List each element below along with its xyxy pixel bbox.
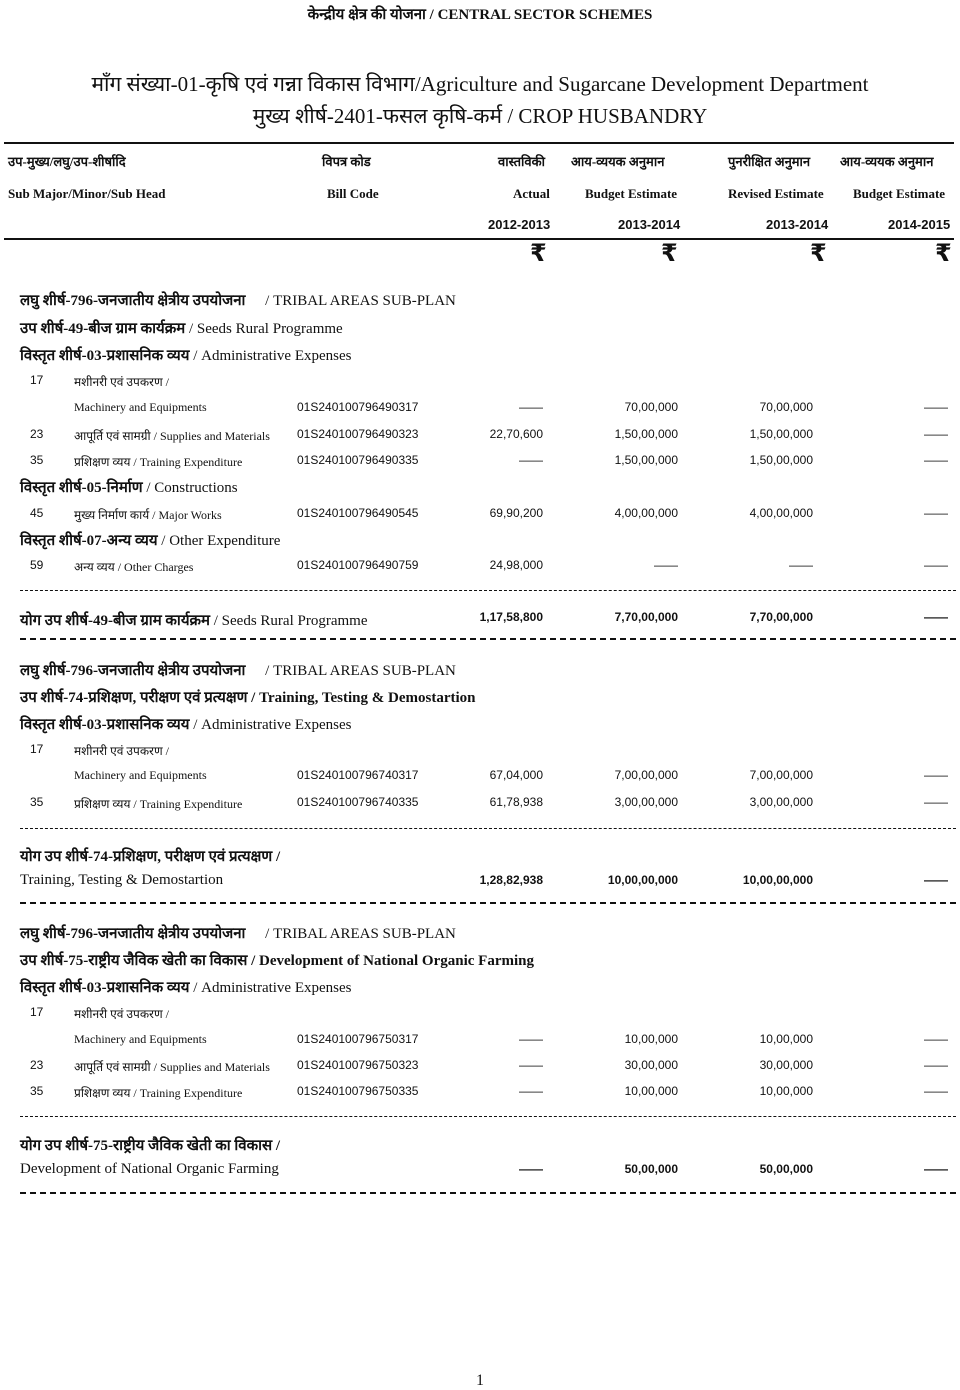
divider-dashed [20, 828, 956, 829]
s1-minor-head [20, 290, 456, 310]
s3-r35-desc: प्रशिक्षण व्यय / Training Expenditure [74, 1086, 243, 1100]
s3-r35-no: 35 [30, 1084, 44, 1098]
s1-detailed-head-05 [20, 477, 238, 497]
col-be2-en: Budget Estimate [853, 186, 946, 201]
s1-r35-code: 01S240100796490335 [297, 453, 419, 467]
s1-r45-re: 4,00,00,000 [749, 506, 813, 520]
s1-r59-be: —— [654, 558, 678, 572]
s3-r17-desc-en: Machinery and Equipments [74, 1032, 207, 1046]
s2-r35-no: 35 [30, 795, 44, 809]
s1-r17-desc-hi: मशीनरी एवं उपकरण / [74, 375, 169, 389]
s1-r35-no: 35 [30, 453, 44, 467]
s3-r35-be2: —— [924, 1084, 948, 1098]
s1-det2-hi: विस्तृत शीर्ष-05-निर्माण [20, 480, 143, 496]
s2-minor-en: / TRIBAL AREAS SUB-PLAN [265, 663, 456, 679]
s1-total-be2: —— [924, 610, 948, 624]
s1-r35-desc: प्रशिक्षण व्यय / Training Expenditure [74, 455, 243, 469]
col-re-en: Revised Estimate [728, 186, 824, 201]
rupee-symbol-be2: ₹ [935, 239, 952, 267]
s3-r23-re: 30,00,000 [759, 1058, 813, 1072]
s1-r17-re: 70,00,000 [759, 400, 813, 414]
s1-total-label [20, 610, 368, 630]
s1-r17-desc-en: Machinery and Equipments [74, 400, 207, 414]
col-be2-year: 2014-2015 [888, 217, 951, 232]
s1-r17-no: 17 [30, 373, 44, 387]
s3-r35-be: 10,00,000 [624, 1084, 678, 1098]
s1-r59-no: 59 [30, 558, 44, 572]
s1-r45-no: 45 [30, 506, 44, 520]
s2-r17-code: 01S240100796740317 [297, 768, 419, 782]
s3-r17-be: 10,00,000 [624, 1032, 678, 1046]
s3-r35-re: 10,00,000 [759, 1084, 813, 1098]
divider-dashed-bold [20, 902, 956, 904]
s3-det1-en: / Administrative Expenses [193, 980, 352, 996]
divider-dashed-bold [20, 1192, 956, 1194]
s1-r45-be: 4,00,00,000 [614, 506, 678, 520]
s1-r17-be2: —— [924, 400, 948, 414]
s2-total-be2: —— [924, 873, 948, 887]
col-be-hi: आय-व्ययक अनुमान [571, 154, 665, 169]
s1-r17-be: 70,00,000 [624, 400, 678, 414]
s3-total-hi: योग उप शीर्ष-75-राष्ट्रीय जैविक खेती का विकास / [20, 1138, 281, 1154]
rupee-symbol-re: ₹ [810, 239, 827, 267]
s1-detailed-head-03 [20, 345, 352, 365]
col-head-en: Sub Major/Minor/Sub Head [8, 186, 166, 201]
col-be2-hi: आय-व्ययक अनुमान [840, 154, 934, 169]
s1-det3-hi: विस्तृत शीर्ष-07-अन्य व्यय [20, 533, 158, 549]
s3-r23-be2: —— [924, 1058, 948, 1072]
s2-total-be: 10,00,00,000 [607, 873, 678, 887]
s1-r23-actual: 22,70,600 [489, 427, 543, 441]
s3-r35-actual: —— [519, 1084, 543, 1098]
s3-total-be2: —— [924, 1162, 948, 1176]
s1-total-hi: योग उप शीर्ष-49-बीज ग्राम कार्यक्रम [20, 613, 211, 629]
s1-r59-code: 01S240100796490759 [297, 558, 419, 572]
s2-detailed-head-03 [20, 714, 352, 734]
s1-total-be: 7,70,00,000 [614, 610, 678, 624]
col-bill-en: Bill Code [327, 186, 379, 201]
s2-r17-desc-hi: मशीनरी एवं उपकरण / [74, 744, 169, 758]
s1-total-actual: 1,17,58,800 [479, 610, 543, 624]
rupee-symbol-actual: ₹ [530, 239, 547, 267]
department-title: माँग संख्या-01-कृषि एवं गन्ना विकास विभाग/Agriculture and Sugarcane Development Department [91, 72, 869, 96]
s2-r35-be: 3,00,00,000 [614, 795, 678, 809]
s3-total-be: 50,00,000 [624, 1162, 678, 1176]
rupee-symbol-be: ₹ [661, 239, 678, 267]
s2-r17-actual: 67,04,000 [489, 768, 543, 782]
s1-r23-desc: आपूर्ति एवं सामग्री / Supplies and Materials [74, 429, 270, 443]
col-bill-hi: विपत्र कोड [322, 154, 371, 169]
s1-r59-re: —— [789, 558, 813, 572]
s3-r23-code: 01S240100796750323 [297, 1058, 419, 1072]
s3-minor-hi: लघु शीर्ष-796-जनजातीय क्षेत्रीय उपयोजना [20, 926, 246, 942]
s1-r45-actual: 69,90,200 [489, 506, 543, 520]
s1-r35-re: 1,50,00,000 [749, 453, 813, 467]
s2-minor-head [20, 660, 456, 680]
s3-r35-code: 01S240100796750335 [297, 1084, 419, 1098]
s3-detailed-head-03 [20, 977, 352, 997]
s1-sub-hi: उप शीर्ष-49-बीज ग्राम कार्यक्रम [20, 321, 186, 337]
col-actual-en: Actual [513, 186, 550, 201]
col-actual-hi: वास्तविकी [498, 154, 546, 169]
col-re-hi: पुनरीक्षित अनुमान [728, 154, 811, 169]
s1-r45-code: 01S240100796490545 [297, 506, 419, 520]
col-re-year: 2013-2014 [766, 217, 829, 232]
s1-det2-en: / Constructions [146, 480, 238, 496]
divider-dashed-bold [20, 638, 956, 640]
col-actual-year: 2012-2013 [488, 217, 551, 232]
s3-r17-actual: —— [519, 1032, 543, 1046]
s2-det1-hi: विस्तृत शीर्ष-03-प्रशासनिक व्यय [20, 717, 190, 733]
s2-sub-hi: उप शीर्ष-74-प्रशिक्षण, परीक्षण एवं प्रत्यक्षण [20, 690, 248, 706]
page-number: 1 [476, 1372, 484, 1389]
s3-sub-hi: उप शीर्ष-75-राष्ट्रीय जैविक खेती का विकास [20, 953, 248, 969]
s1-r23-be2: —— [924, 427, 948, 441]
col-be-en: Budget Estimate [585, 186, 678, 201]
s3-r23-be: 30,00,000 [624, 1058, 678, 1072]
s1-detailed-head-07 [20, 530, 280, 550]
divider-dashed [20, 590, 956, 591]
s2-r17-desc-en: Machinery and Equipments [74, 768, 207, 782]
col-be-year: 2013-2014 [618, 217, 681, 232]
s1-total-re: 7,70,00,000 [749, 610, 813, 624]
s1-r17-code: 01S240100796490317 [297, 400, 419, 414]
s3-minor-head [20, 923, 456, 943]
col-head-hi: उप-मुख्य/लघु/उप-शीर्षादि [8, 154, 126, 169]
s1-r17-actual: —— [519, 400, 543, 414]
s2-sub-head [20, 687, 476, 707]
s2-r35-re: 3,00,00,000 [749, 795, 813, 809]
s2-total-actual: 1,28,82,938 [479, 873, 543, 887]
s3-minor-en: / TRIBAL AREAS SUB-PLAN [265, 926, 456, 942]
s2-total-en: Training, Testing & Demostartion [20, 872, 224, 888]
s1-r23-code: 01S240100796490323 [297, 427, 419, 441]
s1-r23-re: 1,50,00,000 [749, 427, 813, 441]
s1-sub-head [20, 318, 343, 338]
s3-total-actual: —— [519, 1162, 543, 1176]
s3-r17-desc-hi: मशीनरी एवं उपकरण / [74, 1007, 169, 1021]
s3-sub-en: / Development of National Organic Farming [251, 953, 534, 969]
s2-total-re: 10,00,00,000 [742, 873, 813, 887]
s2-r35-actual: 61,78,938 [489, 795, 543, 809]
s3-r23-actual: —— [519, 1058, 543, 1072]
s3-sub-head [20, 950, 534, 970]
s3-r23-desc: आपूर्ति एवं सामग्री / Supplies and Materials [74, 1060, 270, 1074]
s1-r35-be2: —— [924, 453, 948, 467]
s1-r23-no: 23 [30, 427, 44, 441]
s3-r17-no: 17 [30, 1005, 44, 1019]
s2-r35-be2: —— [924, 795, 948, 809]
s3-det1-hi: विस्तृत शीर्ष-03-प्रशासनिक व्यय [20, 980, 190, 996]
s2-r17-be: 7,00,00,000 [614, 768, 678, 782]
s3-r17-be2: —— [924, 1032, 948, 1046]
s1-r59-actual: 24,98,000 [489, 558, 543, 572]
s1-r45-desc: मुख्य निर्माण कार्य / Major Works [74, 508, 222, 522]
s1-r23-be: 1,50,00,000 [614, 427, 678, 441]
s3-total-re: 50,00,000 [759, 1162, 813, 1176]
s2-r17-be2: —— [924, 768, 948, 782]
s2-minor-hi: लघु शीर्ष-796-जनजातीय क्षेत्रीय उपयोजना [20, 663, 246, 679]
s2-r35-code: 01S240100796740335 [297, 795, 419, 809]
major-head-title: मुख्य शीर्ष-2401-फसल कृषि-कर्म / CROP HUSBANDRY [252, 104, 708, 128]
s1-det1-hi: विस्तृत शीर्ष-03-प्रशासनिक व्यय [20, 348, 190, 364]
s1-r59-be2: —— [924, 558, 948, 572]
s1-sub-en: / Seeds Rural Programme [188, 321, 343, 337]
s1-det1-en: / Administrative Expenses [193, 348, 352, 364]
s3-r23-no: 23 [30, 1058, 44, 1072]
s1-r59-desc: अन्य व्यय / Other Charges [74, 560, 194, 574]
s2-r17-no: 17 [30, 742, 44, 756]
s1-r45-be2: —— [924, 506, 948, 520]
s2-det1-en: / Administrative Expenses [193, 717, 352, 733]
divider-dashed [20, 1116, 956, 1117]
s2-sub-en: / Training, Testing & Demostartion [251, 690, 476, 706]
s2-total-hi: योग उप शीर्ष-74-प्रशिक्षण, परीक्षण एवं प्रत्यक्षण / [20, 849, 281, 865]
s3-total-en: Development of National Organic Farming [20, 1161, 279, 1177]
s1-r35-actual: —— [519, 453, 543, 467]
s1-total-en: / Seeds Rural Programme [213, 613, 368, 629]
s2-r35-desc: प्रशिक्षण व्यय / Training Expenditure [74, 797, 243, 811]
s1-r35-be: 1,50,00,000 [614, 453, 678, 467]
s1-minor-en: / TRIBAL AREAS SUB-PLAN [265, 293, 456, 309]
s3-r17-code: 01S240100796750317 [297, 1032, 419, 1046]
s2-r17-re: 7,00,00,000 [749, 768, 813, 782]
s1-minor-hi: लघु शीर्ष-796-जनजातीय क्षेत्रीय उपयोजना [20, 293, 246, 309]
s1-det3-en: / Other Expenditure [161, 533, 281, 549]
page-header-title: केन्द्रीय क्षेत्र की योजना / CENTRAL SECTOR SCHEMES [307, 7, 653, 23]
s3-r17-re: 10,00,000 [759, 1032, 813, 1046]
